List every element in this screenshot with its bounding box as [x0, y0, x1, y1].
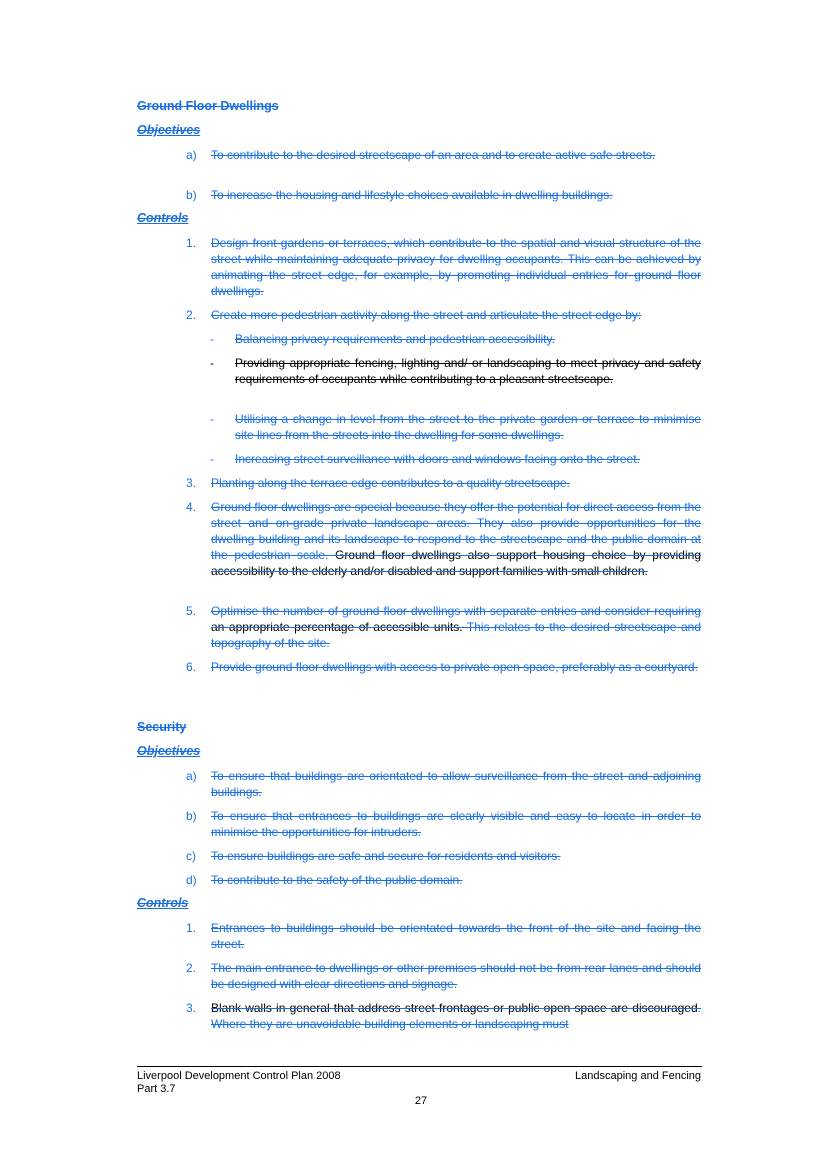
list-text: To increase the housing and lifestyle choices available in dwelling buildings. [211, 188, 613, 202]
section-title-security: Security [137, 720, 187, 734]
inserted-text: This relates to the desired streetscape and topography of the site. [211, 620, 701, 650]
list-label: d) [186, 873, 197, 887]
list-label: 1. [186, 236, 197, 250]
controls-heading: Controls [137, 896, 189, 910]
list-label: 2. [186, 308, 197, 322]
control-3 [186, 1000, 701, 1032]
list-label: 2. [186, 961, 197, 975]
list-label: a) [186, 148, 197, 162]
objective-b [186, 187, 701, 203]
deleted-text: an appropriate percentage of accessible units. [211, 620, 467, 634]
objective-b [186, 808, 701, 840]
list-text [211, 1000, 701, 1032]
list-text: To contribute to the desired streetscape of an area and to create active safe streets. [211, 148, 656, 162]
bullet-item [210, 331, 701, 347]
footer-part: Part 3.7 [137, 1083, 176, 1095]
objectives-heading: Objectives [137, 744, 201, 758]
list-text: To ensure that buildings are orientated to allow surveillance from the street and adjoining buildings. [211, 769, 701, 799]
control-5 [186, 603, 701, 651]
bullet-text: Increasing street surveillance with doors and windows facing onto the street. [235, 452, 640, 466]
control-1 [186, 920, 701, 952]
list-label: 4. [186, 500, 197, 514]
section-title-ground-floor-dwellings: Ground Floor Dwellings [137, 99, 279, 113]
bullet-text: Balancing privacy requirements and pedestrian accessibility. [235, 332, 555, 346]
bullet-dash: - [210, 356, 214, 370]
bullet-text: Utilising a change in level from the street to the private garden or terrace to minimise site lines from the streets into the dwelling for some dwellings. [235, 412, 701, 442]
objectives-heading: Objectives [137, 123, 201, 137]
footer-document-title: Liverpool Development Control Plan 2008 [137, 1070, 341, 1082]
list-text: Design front gardens or terraces, which contribute to the spatial and visual structure of the street while maintaining adequate privacy for dwelling occupants. This can be achieved by animating the street edge, for example, by promoting individual entries for ground floor dwellings. [211, 236, 701, 298]
objective-a [186, 147, 701, 163]
control-6 [186, 659, 701, 675]
bullet-dash: - [210, 412, 214, 426]
list-text: To contribute to the safety of the public domain. [211, 873, 463, 887]
objective-c [186, 848, 701, 864]
inserted-text: . Where they are unavoidable building elements or landscaping must [211, 1001, 701, 1031]
bullet-text: Providing appropriate fencing, lighting and/ or landscaping to meet privacy and safety requirements of occupants while contributing to a pleasant streetscape. [235, 356, 701, 386]
page-number: 27 [414, 1095, 428, 1107]
inserted-text: Ground floor dwellings are special because they offer the potential for direct access from the street and on-grade private landscape areas. They also provide opportunities for the dwelling building and its landscape to respond to the streetscape and the public domain at the pedestrian scale. [211, 500, 701, 562]
list-text: Planting along the terrace edge contributes to a quality streetscape. [211, 476, 570, 490]
control-4 [186, 499, 701, 579]
list-text [211, 499, 701, 579]
list-label: 1. [186, 921, 197, 935]
list-label: c) [186, 849, 196, 863]
bullet-item [210, 451, 701, 467]
list-text: The main entrance to dwellings or other premises should not be from rear lanes and should be designed with clear directions and signage. [211, 961, 701, 991]
list-label: b) [186, 809, 197, 823]
deleted-text: Blank walls in general that address street frontages or public open space are discouraged [211, 1001, 698, 1015]
list-label: 5. [186, 604, 197, 618]
control-3 [186, 475, 701, 491]
list-label: 3. [186, 1001, 197, 1015]
bullet-dash: - [210, 332, 214, 346]
list-text: To ensure that entrances to buildings are clearly visible and easy to locate in order to minimise the opportunities for intruders. [211, 809, 701, 839]
bullet-dash: - [210, 452, 214, 466]
list-label: 3. [186, 476, 197, 490]
list-text: Provide ground floor dwellings with access to private open space, preferably as a courtyard. [211, 660, 698, 674]
deleted-text: Ground floor dwellings also support housing choice by providing accessibility to the elderly and/or disabled and support families with small children. [211, 548, 701, 578]
objective-d [186, 872, 701, 888]
list-text [211, 603, 701, 651]
bullet-item [210, 355, 701, 387]
control-1 [186, 235, 701, 299]
list-label: a) [186, 769, 197, 783]
list-text: Entrances to buildings should be orientated towards the front of the site and facing the street. [211, 921, 701, 951]
list-label: b) [186, 188, 197, 202]
footer-rule [137, 1066, 702, 1067]
control-2 [186, 307, 701, 323]
list-label: 6. [186, 660, 197, 674]
control-2 [186, 960, 701, 992]
objective-a [186, 768, 701, 800]
controls-heading: Controls [137, 211, 189, 225]
list-text: Create more pedestrian activity along the street and articulate the street edge by: [211, 308, 642, 322]
bullet-item [210, 411, 701, 443]
footer-section-title: Landscaping and Fencing [575, 1070, 701, 1082]
inserted-text: Optimise the number of ground floor dwellings with separate entries and consider requiring [211, 604, 701, 618]
list-text: To ensure buildings are safe and secure for residents and visitors. [211, 849, 561, 863]
